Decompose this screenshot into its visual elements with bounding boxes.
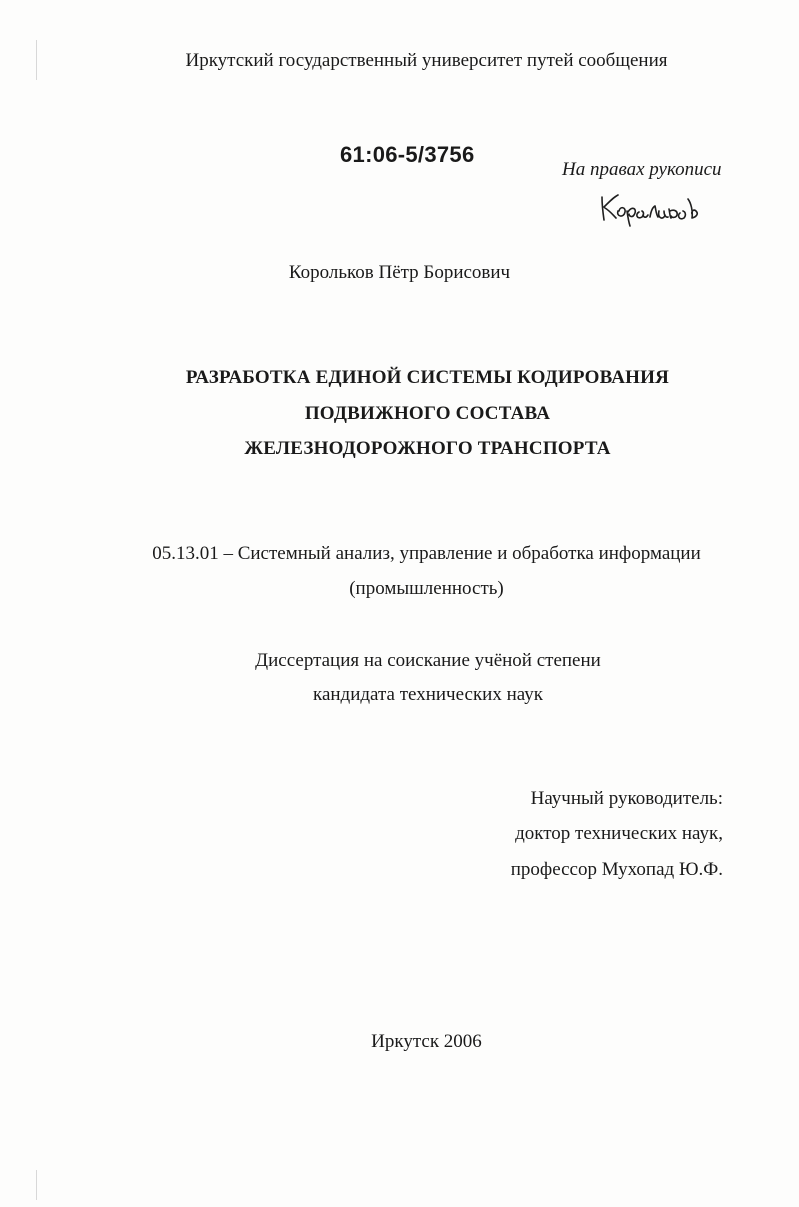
- manuscript-rights-note: На правах рукописи: [562, 159, 722, 180]
- degree-line: Диссертация на соискание учёной степени: [255, 650, 601, 671]
- library-shelfmark: 61:06-5/3756: [340, 142, 475, 167]
- title-line: ПОДВИЖНОГО СОСТАВА: [304, 403, 551, 424]
- specialty-code-line: 05.13.01 – Системный анализ, управление и обработка информации: [152, 543, 701, 564]
- title-line: ЖЕЛЕЗНОДОРОЖНОГО ТРАНСПОРТА: [244, 438, 611, 459]
- title-line: РАЗРАБОТКА ЕДИНОЙ СИСТЕМЫ КОДИРОВАНИЯ: [185, 367, 670, 388]
- degree-line: кандидата технических наук: [313, 684, 543, 705]
- author-name: Корольков Пётр Борисович: [288, 262, 511, 283]
- author-signature: [598, 187, 708, 227]
- supervisor-label: Научный руководитель:: [530, 788, 723, 809]
- scan-edge-mark: [36, 40, 37, 80]
- city-and-year: Иркутск 2006: [371, 1031, 482, 1052]
- scan-edge-mark: [36, 1170, 37, 1200]
- supervisor-degree: доктор технических наук,: [515, 823, 723, 844]
- specialty-branch-line: (промышленность): [349, 578, 504, 599]
- university-name: Иркутский государственный университет путей сообщения: [185, 50, 668, 71]
- supervisor-name: профессор Мухопад Ю.Ф.: [510, 859, 723, 880]
